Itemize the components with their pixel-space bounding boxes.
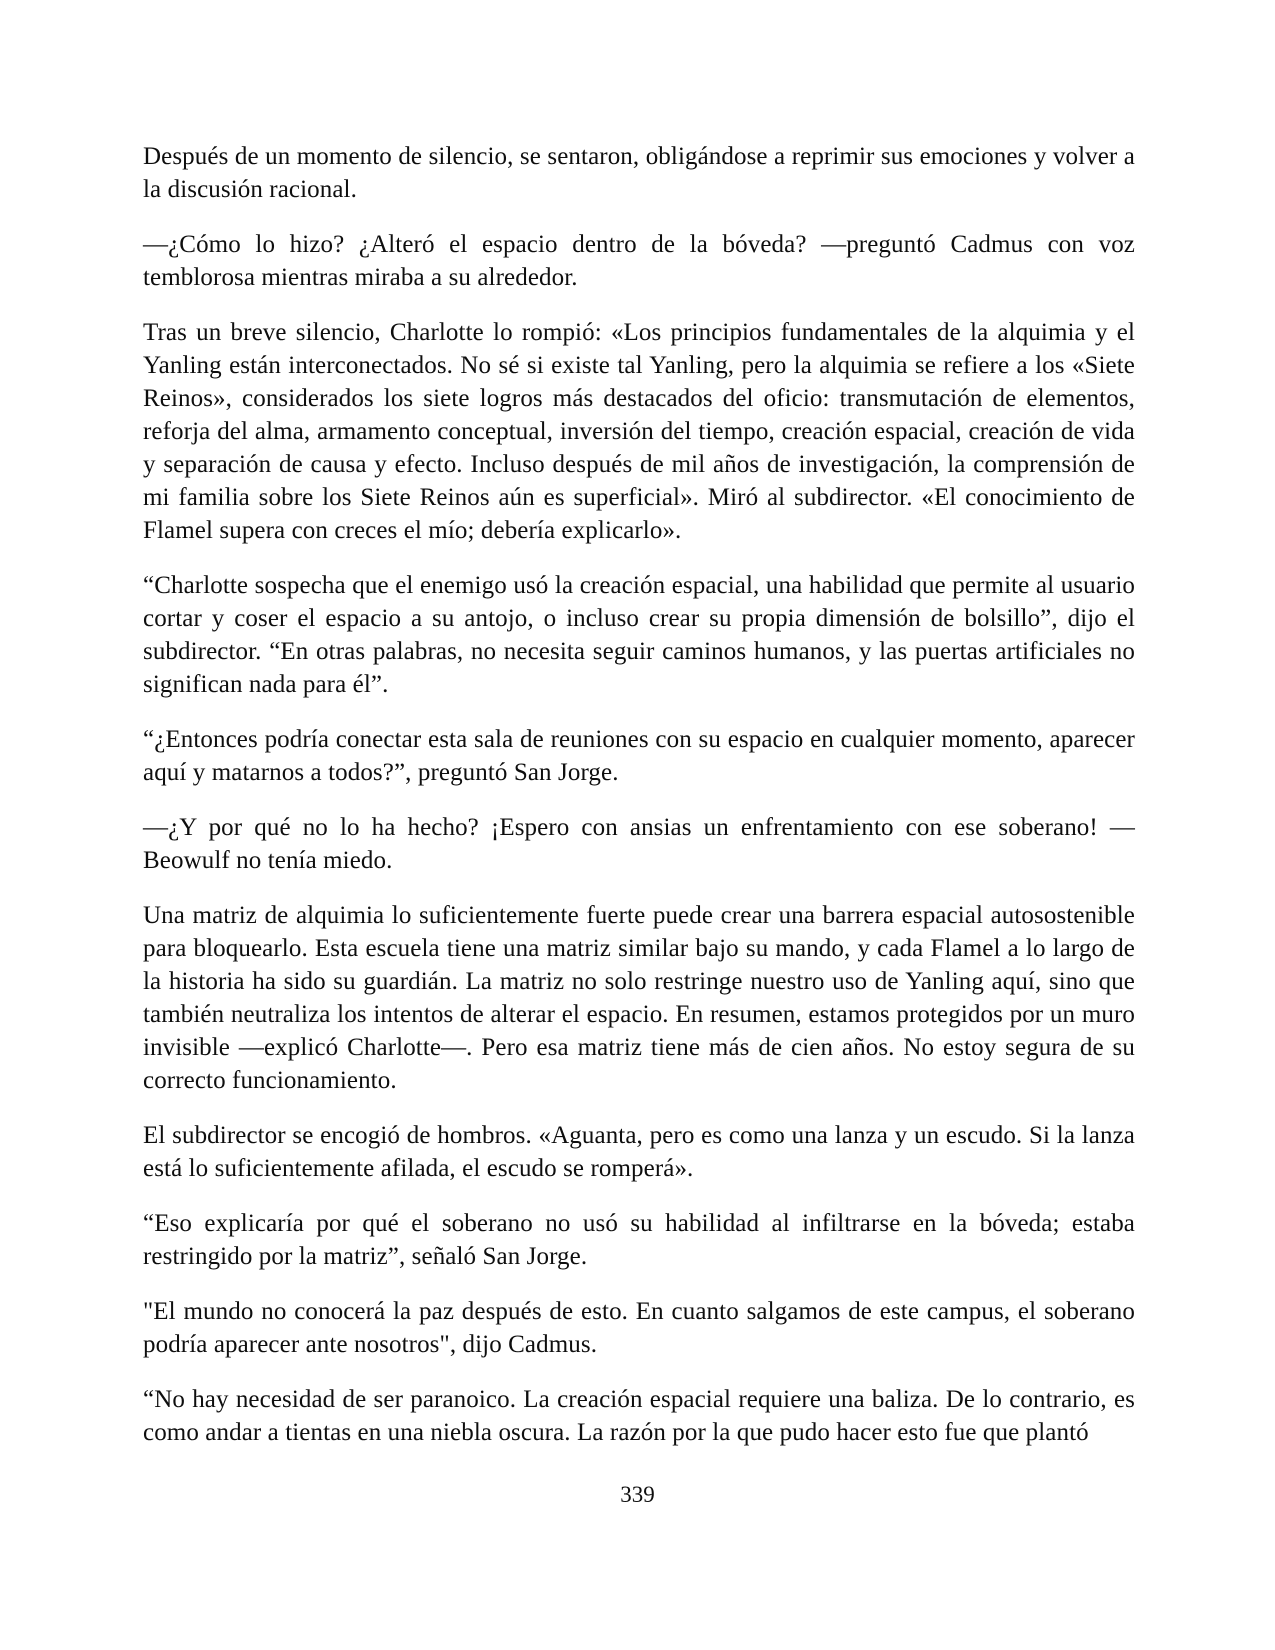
paragraph: El subdirector se encogió de hombros. «Aguanta, pero es como una lanza y un escudo. Si la lanza está lo suficientemente afilada, el escudo se romperá».: [143, 1122, 1135, 1182]
paragraph: “¿Entonces podría conectar esta sala de reuniones con su espacio en cualquier momento, aparecer aquí y matarnos a todos?”, preguntó San Jorge.: [143, 726, 1135, 786]
paragraph: —¿Y por qué no lo ha hecho? ¡Espero con ansias un enfrentamiento con ese soberano! — Beowulf no tenía miedo.: [143, 814, 1135, 874]
paragraph: —¿Cómo lo hizo? ¿Alteró el espacio dentro de la bóveda? —preguntó Cadmus con voz temblorosa mientras miraba a su alrededor.: [143, 231, 1135, 291]
page-body-text: [143, 140, 1135, 1471]
paragraph: Una matriz de alquimia lo suficientemente fuerte puede crear una barrera espacial autosostenible para bloquearlo. Esta escuela tiene una matriz similar bajo su mando, y cada Flamel a lo largo de la historia ha sido su guardián. La matriz no solo restringe nuestro uso de Yanling aquí, sino que también neutraliza los intentos de alterar el espacio. En resumen, estamos protegidos por un muro invisible —explicó Charlotte—. Pero esa matriz tiene más de cien años. No estoy segura de su correcto funcionamiento.: [143, 902, 1135, 1094]
page-number: 339: [620, 1482, 655, 1507]
paragraph: “Eso explicaría por qué el soberano no usó su habilidad al infiltrarse en la bóveda; estaba restringido por la matriz”, señaló San Jorge.: [143, 1210, 1135, 1270]
paragraph: Tras un breve silencio, Charlotte lo rompió: «Los principios fundamentales de la alquimia y el Yanling están interconectados. No sé si existe tal Yanling, pero la alquimia se refiere a los «Siete Reinos», considerados los siete logros más destacados del oficio: transmutación de elementos, reforja del alma, armamento conceptual, inversión del tiempo, creación espacial, creación de vida y separación de causa y efecto. Incluso después de mil años de investigación, la comprensión de mi familia sobre los Siete Reinos aún es superficial». Miró al subdirector. «El conocimiento de Flamel supera con creces el mío; debería explicarlo».: [143, 319, 1135, 544]
paragraph: "El mundo no conocerá la paz después de esto. En cuanto salgamos de este campus, el soberano podría aparecer ante nosotros", dijo Cadmus.: [143, 1298, 1135, 1358]
paragraph: “No hay necesidad de ser paranoico. La creación espacial requiere una baliza. De lo contrario, es como andar a tientas en una niebla oscura. La razón por la que pudo hacer esto fue que plantó: [143, 1386, 1135, 1446]
paragraph: “Charlotte sospecha que el enemigo usó la creación espacial, una habilidad que permite al usuario cortar y coser el espacio a su antojo, o incluso crear su propia dimensión de bolsillo”, dijo el subdirector. “En otras palabras, no necesita seguir caminos humanos, y las puertas artificiales no significan nada para él”.: [143, 572, 1135, 698]
page-footer: [0, 1482, 1275, 1508]
paragraph: Después de un momento de silencio, se sentaron, obligándose a reprimir sus emociones y volver a la discusión racional.: [143, 143, 1135, 203]
